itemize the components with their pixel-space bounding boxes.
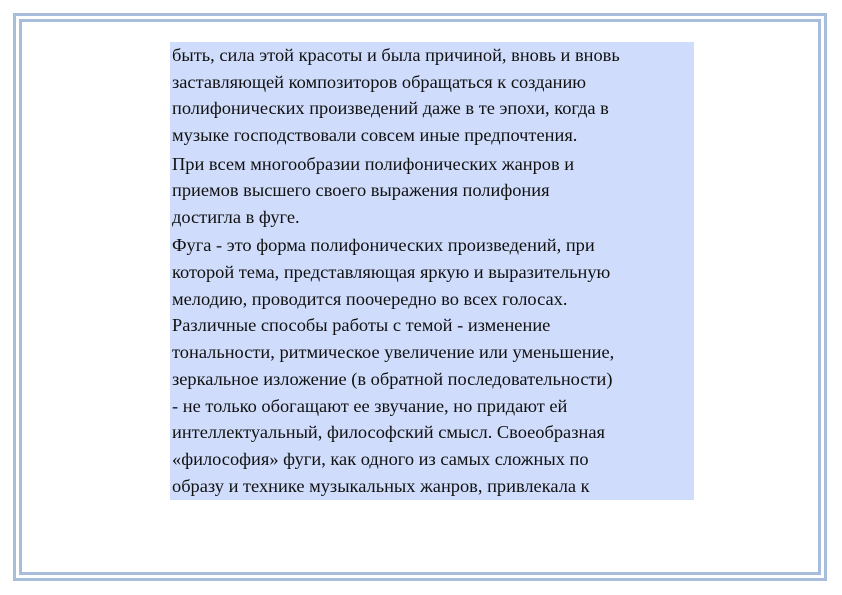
text-line: полифонических произведений даже в те эпохи, когда в: [172, 98, 609, 119]
text-line: Различные способы работы с темой - изменение: [172, 315, 551, 336]
text-line: зеркальное изложение (в обратной последовательности): [172, 368, 613, 389]
text-line: приемов высшего своего выражения полифония: [172, 180, 550, 201]
text-line: тональности, ритмическое увеличение или уменьшение,: [172, 342, 615, 363]
text-line: достигла в фуге.: [172, 206, 300, 227]
text-line: - не только обогащают ее звучание, но придают ей: [172, 395, 568, 416]
text-line: которой тема, представляющая яркую и выразительную: [172, 262, 611, 282]
text-line: образу и технике музыкальных жанров, привлекала к: [172, 475, 590, 496]
text-line: мелодию, проводится поочередно во всех голосах.: [172, 288, 568, 309]
paragraph-3: [172, 232, 694, 499]
text-line: Фуга - это форма полифонических произведений, при: [172, 235, 595, 256]
paragraph-1: [172, 42, 694, 149]
text-line: музыке господствовали совсем иные предпочтения.: [172, 125, 578, 146]
text-line: При всем многообразии полифонических жанров и: [172, 153, 575, 174]
text-line: «философия» фуги, как одного из самых сложных по: [172, 448, 589, 469]
text-line: интеллектуальный, философский смысл. Своеобразная: [172, 422, 605, 443]
text-box: [170, 42, 694, 500]
text-line: заставляющей композиторов обращаться к созданию: [172, 71, 587, 92]
text-line: быть, сила этой красоты и была причиной, вновь и вновь: [172, 45, 620, 65]
paragraph-2: [172, 151, 694, 231]
